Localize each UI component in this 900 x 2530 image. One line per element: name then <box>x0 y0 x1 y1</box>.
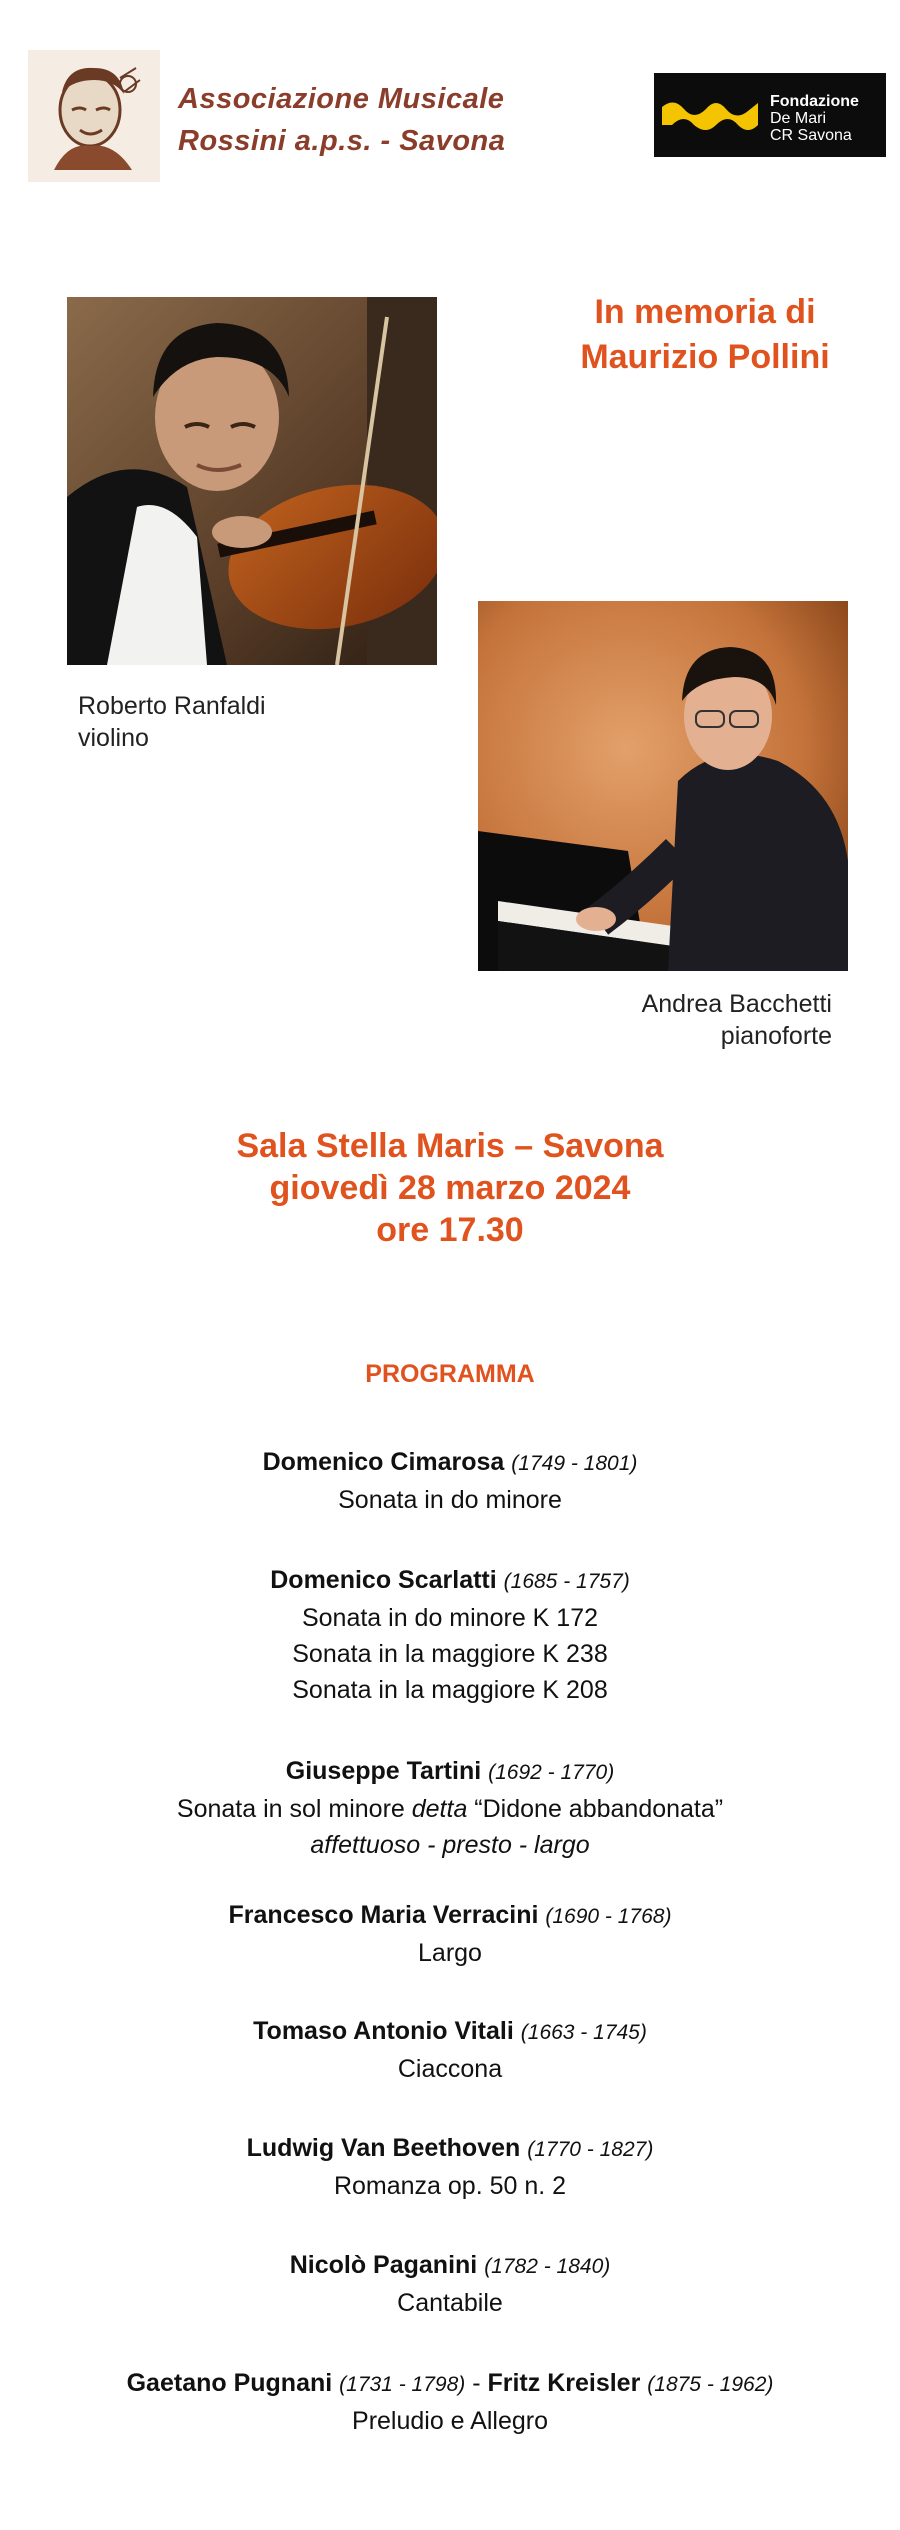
composer-dates: (1749 - 1801) <box>511 1452 638 1475</box>
composer-dates-2: (1875 - 1962) <box>647 2373 774 2396</box>
composer-name: Ludwig Van Beethoven <box>246 2134 521 2162</box>
pianist-caption <box>560 988 832 1052</box>
foundation-line-3: CR Savona <box>770 127 852 144</box>
composer-dates: (1692 - 1770) <box>488 1761 615 1784</box>
program-entry-pugnani-kreisler <box>0 2365 900 2439</box>
composer-name: Giuseppe Tartini <box>285 1757 482 1785</box>
foundation-line-2: De Mari <box>770 110 827 127</box>
violinist-caption <box>78 690 266 754</box>
work-title: Sonata in do minore <box>338 1486 562 1514</box>
work-title-detta: detta <box>411 1795 468 1823</box>
event-info <box>0 1125 900 1251</box>
composer-name: Francesco Maria Verracini <box>228 1901 539 1929</box>
composer-name: Nicolò Paganini <box>289 2251 478 2279</box>
composer-name-2: Fritz Kreisler <box>487 2369 641 2397</box>
composer-name: Gaetano Pugnani <box>126 2369 333 2397</box>
violinist-name: Roberto Ranfaldi <box>78 692 266 720</box>
work-title <box>0 1791 900 1827</box>
work-movements: affettuoso - presto - largo <box>310 1831 590 1859</box>
composer-name: Tomaso Antonio Vitali <box>253 2017 514 2045</box>
program-entry-beethoven <box>0 2130 900 2204</box>
event-venue: Sala Stella Maris – Savona <box>236 1127 664 1165</box>
program-entry-tartini <box>0 1753 900 1863</box>
memorial-line-1: In memoria di <box>594 293 816 331</box>
composer-dates: (1731 - 1798) <box>339 2373 466 2396</box>
association-logo <box>28 50 160 182</box>
event-date: giovedì 28 marzo 2024 <box>269 1169 631 1207</box>
programma-heading: PROGRAMMA <box>365 1360 535 1388</box>
work-title: Sonata in do minore K 172 <box>301 1604 599 1632</box>
event-time: ore 17.30 <box>376 1211 524 1249</box>
work-title: Largo <box>418 1939 482 1967</box>
program-entry-verracini <box>0 1897 900 1971</box>
foundation-line-1: Fondazione <box>770 93 859 110</box>
program-entry-vitali <box>0 2013 900 2087</box>
memorial-title <box>540 290 870 380</box>
work-title: Sonata in la maggiore K 238 <box>292 1640 608 1668</box>
pianist-name: Andrea Bacchetti <box>641 990 832 1018</box>
work-title-start: Sonata in sol minore <box>176 1795 412 1823</box>
program-entry-scarlatti <box>0 1562 900 1708</box>
composer-dates: (1782 - 1840) <box>484 2255 611 2278</box>
composer-name: Domenico Cimarosa <box>262 1448 505 1476</box>
work-title: Romanza op. 50 n. 2 <box>333 2172 567 2200</box>
composer-name: Domenico Scarlatti <box>270 1566 497 1594</box>
composer-dates: (1663 - 1745) <box>520 2021 647 2044</box>
memorial-line-2: Maurizio Pollini <box>580 338 830 376</box>
work-title: Cantabile <box>397 2289 503 2317</box>
composer-dates: (1690 - 1768) <box>545 1905 672 1928</box>
violinist-instrument: violino <box>78 724 149 752</box>
association-line-1: Associazione Musicale <box>178 83 505 115</box>
violinist-photo <box>67 297 437 665</box>
work-title-nickname: “Didone abbandonata” <box>467 1795 724 1823</box>
work-title: Ciaccona <box>397 2055 503 2083</box>
composer-dates: (1685 - 1757) <box>503 1570 630 1593</box>
association-line-2: Rossini a.p.s. - Savona <box>178 125 506 157</box>
pianist-photo <box>478 601 848 971</box>
composer-dates: (1770 - 1827) <box>527 2138 654 2161</box>
program-entry-cimarosa <box>0 1444 900 1518</box>
work-title: Sonata in la maggiore K 208 <box>292 1676 608 1704</box>
composer-separator: - <box>472 2369 481 2397</box>
work-title: Preludio e Allegro <box>352 2407 548 2435</box>
foundation-name <box>770 93 859 144</box>
association-name <box>178 78 505 162</box>
program-entry-paganini <box>0 2247 900 2321</box>
pianist-instrument: pianoforte <box>720 1022 832 1050</box>
